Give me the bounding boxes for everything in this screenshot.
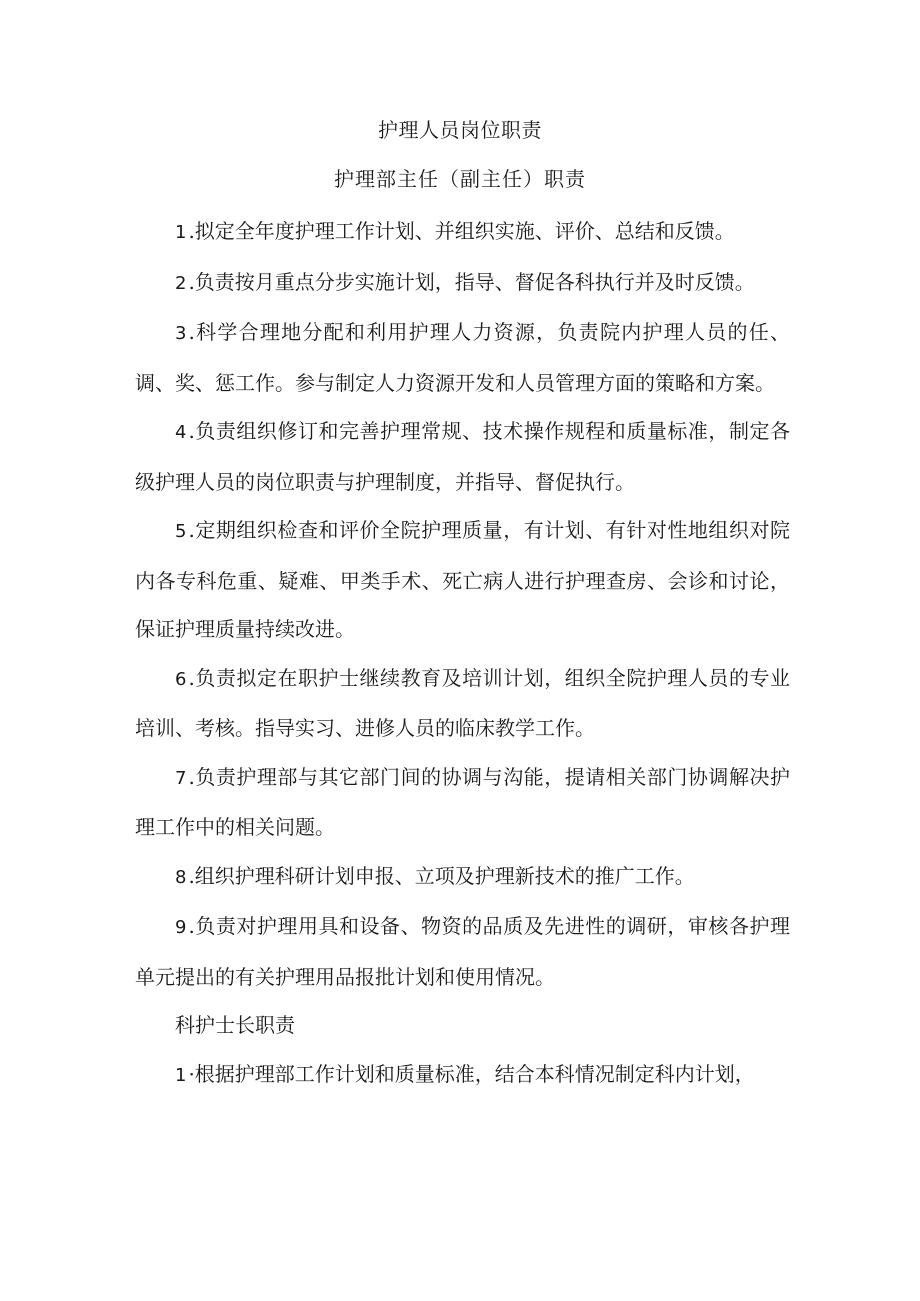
duty-item-number: 1 [175,222,189,243]
duty-item-text: .科学合理地分配和利用护理人力资源，负责院内护理人员的任、调、奖、惩工作。参与制定人力资源开发和人员管理方面的策略和方案。 [135,320,790,395]
document-title: 护理人员岗位职责 [378,118,542,142]
duty-item-number: 2 [175,272,189,294]
duty-item-number: 3 [175,323,189,344]
duty-item-3 [135,308,790,407]
duty-item-text: .组织护理科研计划申报、立项及护理新技术的推广工作。 [188,863,695,888]
duty-item-number: 6 [175,668,189,690]
duty-item-number: 9 [175,917,189,938]
duty-item-7 [135,753,790,852]
document-body [135,207,790,1100]
duty-item-5 [135,506,790,654]
duty-item-1 [135,207,790,258]
duty-item-text: .负责对护理用具和设备、物资的品质及先进性的调研，审核各护理单元提出的有关护理用品报批计划和使用情况。 [135,914,790,989]
duty-item-number: 8 [175,866,189,888]
duty-item-9 [135,902,790,1001]
duty-item-text: ·根据护理部工作计划和质量标准，结合本科情况制定科内计划， [188,1061,755,1086]
duty-item-text: .负责拟定在职护士继续教育及培训计划，组织全院护理人员的专业培训、考核。指导实习、进修人员的临床教学工作。 [135,665,790,740]
duty-item-number: 7 [175,767,189,789]
section2-item-1 [135,1050,790,1101]
duty-item-8 [135,852,790,903]
duty-item-number: 5 [175,521,189,542]
section2-heading: 科护士长职责 [175,1013,295,1037]
duty-item-4 [135,407,790,506]
duty-item-text: .负责组织修订和完善护理常规、技术操作规程和质量标准，制定各级护理人员的岗位职责与护理制度，并指导、督促执行。 [135,419,790,494]
duty-item-text: .定期组织检查和评价全院护理质量，有计划、有针对性地组织对院内各专科危重、疑难、甲类手术、死亡病人进行护理查房、会诊和讨论，保证护理质量持续改进。 [135,518,790,641]
duty-item-6 [135,654,790,753]
duty-item-text: .负责护理部与其它部门间的协调与沟能，提请相关部门协调解决护理工作中的相关问题。 [135,764,790,839]
duty-item-text: .拟定全年度护理工作计划、并组织实施、评价、总结和反馈。 [188,219,735,243]
duty-item-number: 4 [175,422,189,443]
duty-item-2 [135,258,790,309]
duty-item-number: 1 [175,1064,189,1086]
section-subtitle: 护理部主任（副主任）职责 [334,167,586,191]
duty-item-text: .负责按月重点分步实施计划，指导、督促各科执行并及时反馈。 [188,269,755,294]
